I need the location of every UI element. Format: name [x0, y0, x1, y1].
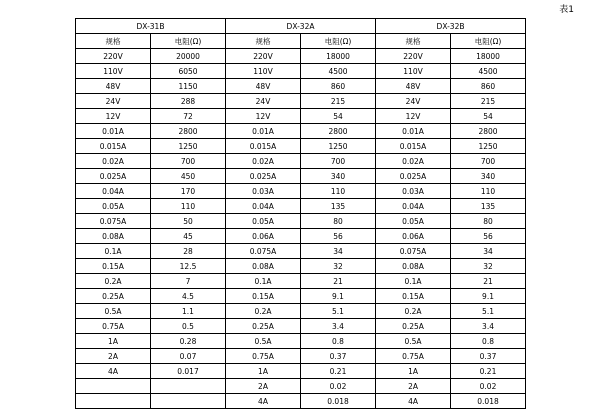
table-cell: 0.05A: [376, 214, 451, 229]
table-cell: 135: [451, 199, 526, 214]
table-row: [76, 79, 526, 94]
table-cell: 48V: [226, 79, 301, 94]
table-row: [76, 49, 526, 64]
table-cell: 2800: [301, 124, 376, 139]
table-cell: 0.5: [151, 319, 226, 334]
table-cell: 6050: [151, 64, 226, 79]
table-cell: 0.2A: [76, 274, 151, 289]
table-cell: 48V: [76, 79, 151, 94]
table-cell: 0.06A: [226, 229, 301, 244]
table-row: [76, 139, 526, 154]
table-cell: 0.08A: [376, 259, 451, 274]
table-cell: 18000: [451, 49, 526, 64]
table-cell: 0.01A: [376, 124, 451, 139]
group-header-dx31b: DX-31B: [76, 19, 226, 34]
table-cell: 54: [451, 109, 526, 124]
table-cell: 24V: [76, 94, 151, 109]
table-cell: 288: [151, 94, 226, 109]
table-cell: 110V: [226, 64, 301, 79]
table-cell: 18000: [301, 49, 376, 64]
table-cell: 0.75A: [76, 319, 151, 334]
table-cell: 0.08A: [76, 229, 151, 244]
table-cell: 170: [151, 184, 226, 199]
table-cell: 1150: [151, 79, 226, 94]
table-cell: 0.018: [451, 394, 526, 409]
table-row: [76, 109, 526, 124]
table-cell: 0.1A: [376, 274, 451, 289]
table-cell: 21: [301, 274, 376, 289]
table-cell: 700: [151, 154, 226, 169]
table-cell: 4A: [76, 364, 151, 379]
table-group-header-row: [76, 19, 526, 34]
table-cell: 110: [451, 184, 526, 199]
table-cell: 2800: [451, 124, 526, 139]
table-row: [76, 229, 526, 244]
table-cell: 0.04A: [376, 199, 451, 214]
table-cell: 0.01A: [226, 124, 301, 139]
table-cell: 0.75A: [376, 349, 451, 364]
table-cell: 0.02: [451, 379, 526, 394]
subheader-spec-2: 规格: [226, 34, 301, 49]
table-cell: [151, 379, 226, 394]
table-cell: 0.04A: [226, 199, 301, 214]
table-cell: 12V: [76, 109, 151, 124]
table-row: [76, 274, 526, 289]
table-cell: 54: [301, 109, 376, 124]
table-cell: 110V: [76, 64, 151, 79]
table-cell: 4.5: [151, 289, 226, 304]
table-cell: 0.02: [301, 379, 376, 394]
table-cell: 28: [151, 244, 226, 259]
table-row: [76, 169, 526, 184]
table-cell: 110: [151, 199, 226, 214]
table-cell: 1250: [301, 139, 376, 154]
table-cell: 0.5A: [226, 334, 301, 349]
table-cell: 50: [151, 214, 226, 229]
table-cell: 0.03A: [226, 184, 301, 199]
table-cell: 0.075A: [76, 214, 151, 229]
table-cell: 0.05A: [76, 199, 151, 214]
table-cell: 0.018: [301, 394, 376, 409]
table-cell: 56: [451, 229, 526, 244]
subheader-spec-3: 规格: [376, 34, 451, 49]
table-cell: 48V: [376, 79, 451, 94]
table-cell: 56: [301, 229, 376, 244]
table-cell: 0.37: [301, 349, 376, 364]
table-cell: 860: [451, 79, 526, 94]
table-cell: 0.25A: [376, 319, 451, 334]
table-caption: 表1: [559, 5, 574, 15]
table-head: [76, 19, 526, 49]
table-cell: 0.15A: [226, 289, 301, 304]
table-cell: 220V: [226, 49, 301, 64]
table-cell: 1A: [226, 364, 301, 379]
table-cell: 4500: [301, 64, 376, 79]
table-row: [76, 94, 526, 109]
table-cell: 0.02A: [226, 154, 301, 169]
table-row: [76, 259, 526, 274]
table-cell: 0.1A: [76, 244, 151, 259]
table-row: [76, 199, 526, 214]
table-row: [76, 379, 526, 394]
table-cell: 0.15A: [76, 259, 151, 274]
table-cell: 0.8: [451, 334, 526, 349]
table-cell: 1A: [76, 334, 151, 349]
table-cell: 9.1: [301, 289, 376, 304]
subheader-resistance-3: 电阻(Ω): [451, 34, 526, 49]
table-cell: 0.025A: [76, 169, 151, 184]
table-cell: 0.21: [301, 364, 376, 379]
table-cell: 0.01A: [76, 124, 151, 139]
table-cell: 3.4: [451, 319, 526, 334]
table-cell: 1250: [451, 139, 526, 154]
table-cell: 0.28: [151, 334, 226, 349]
table-cell: 110V: [376, 64, 451, 79]
table-cell: 0.07: [151, 349, 226, 364]
table-cell: 450: [151, 169, 226, 184]
table-cell: 0.04A: [76, 184, 151, 199]
table-cell: 215: [301, 94, 376, 109]
table-cell: 7: [151, 274, 226, 289]
table-cell: 3.4: [301, 319, 376, 334]
table-cell: 0.1A: [226, 274, 301, 289]
table-cell: 4A: [376, 394, 451, 409]
table-cell: 80: [451, 214, 526, 229]
table-cell: 72: [151, 109, 226, 124]
table-cell: 32: [451, 259, 526, 274]
table-row: [76, 289, 526, 304]
table-cell: 21: [451, 274, 526, 289]
table-row: [76, 304, 526, 319]
table-cell: 0.017: [151, 364, 226, 379]
table-cell: 0.06A: [376, 229, 451, 244]
table-row: [76, 64, 526, 79]
resistance-table-container: [75, 18, 525, 409]
resistance-table: [75, 18, 526, 409]
table-cell: 220V: [376, 49, 451, 64]
table-cell: 0.025A: [376, 169, 451, 184]
table-cell: 2800: [151, 124, 226, 139]
table-cell: [151, 394, 226, 409]
table-cell: [76, 394, 151, 409]
table-cell: 1.1: [151, 304, 226, 319]
table-cell: 0.21: [451, 364, 526, 379]
table-cell: 340: [451, 169, 526, 184]
table-cell: 0.08A: [226, 259, 301, 274]
table-cell: 2A: [226, 379, 301, 394]
table-cell: 0.8: [301, 334, 376, 349]
table-cell: 0.5A: [376, 334, 451, 349]
table-cell: 32: [301, 259, 376, 274]
table-cell: 700: [451, 154, 526, 169]
table-row: [76, 364, 526, 379]
table-cell: [76, 379, 151, 394]
table-cell: 34: [301, 244, 376, 259]
subheader-resistance-2: 电阻(Ω): [301, 34, 376, 49]
table-cell: 0.02A: [76, 154, 151, 169]
table-cell: 0.075A: [376, 244, 451, 259]
table-cell: 0.03A: [376, 184, 451, 199]
table-cell: 0.015A: [76, 139, 151, 154]
table-cell: 0.15A: [376, 289, 451, 304]
table-cell: 34: [451, 244, 526, 259]
table-cell: 12V: [376, 109, 451, 124]
table-cell: 0.37: [451, 349, 526, 364]
group-header-dx32b: DX-32B: [376, 19, 526, 34]
table-cell: 1250: [151, 139, 226, 154]
table-row: [76, 214, 526, 229]
table-cell: 0.02A: [376, 154, 451, 169]
table-cell: 12.5: [151, 259, 226, 274]
table-row: [76, 244, 526, 259]
table-row: [76, 334, 526, 349]
table-cell: 0.5A: [76, 304, 151, 319]
table-cell: 0.015A: [226, 139, 301, 154]
table-cell: 0.25A: [76, 289, 151, 304]
group-header-dx32a: DX-32A: [226, 19, 376, 34]
table-cell: 45: [151, 229, 226, 244]
table-cell: 0.2A: [376, 304, 451, 319]
table-cell: 2A: [76, 349, 151, 364]
table-cell: 700: [301, 154, 376, 169]
table-cell: 0.25A: [226, 319, 301, 334]
table-cell: 4A: [226, 394, 301, 409]
table-row: [76, 154, 526, 169]
table-cell: 110: [301, 184, 376, 199]
table-cell: 220V: [76, 49, 151, 64]
table-cell: 0.05A: [226, 214, 301, 229]
table-cell: 1A: [376, 364, 451, 379]
table-cell: 5.1: [301, 304, 376, 319]
table-row: [76, 184, 526, 199]
subheader-resistance-1: 电阻(Ω): [151, 34, 226, 49]
table-cell: 340: [301, 169, 376, 184]
table-cell: 0.025A: [226, 169, 301, 184]
table-subheader-row: [76, 34, 526, 49]
table-cell: 0.2A: [226, 304, 301, 319]
table-row: [76, 394, 526, 409]
table-cell: 12V: [226, 109, 301, 124]
table-cell: 0.075A: [226, 244, 301, 259]
subheader-spec-1: 规格: [76, 34, 151, 49]
table-cell: 80: [301, 214, 376, 229]
table-body: [76, 49, 526, 409]
table-row: [76, 124, 526, 139]
table-cell: 5.1: [451, 304, 526, 319]
table-cell: 0.015A: [376, 139, 451, 154]
table-cell: 20000: [151, 49, 226, 64]
table-cell: 24V: [376, 94, 451, 109]
table-row: [76, 319, 526, 334]
table-cell: 4500: [451, 64, 526, 79]
table-cell: 860: [301, 79, 376, 94]
table-cell: 215: [451, 94, 526, 109]
table-cell: 135: [301, 199, 376, 214]
table-cell: 2A: [376, 379, 451, 394]
table-cell: 0.75A: [226, 349, 301, 364]
table-cell: 9.1: [451, 289, 526, 304]
table-cell: 24V: [226, 94, 301, 109]
table-row: [76, 349, 526, 364]
